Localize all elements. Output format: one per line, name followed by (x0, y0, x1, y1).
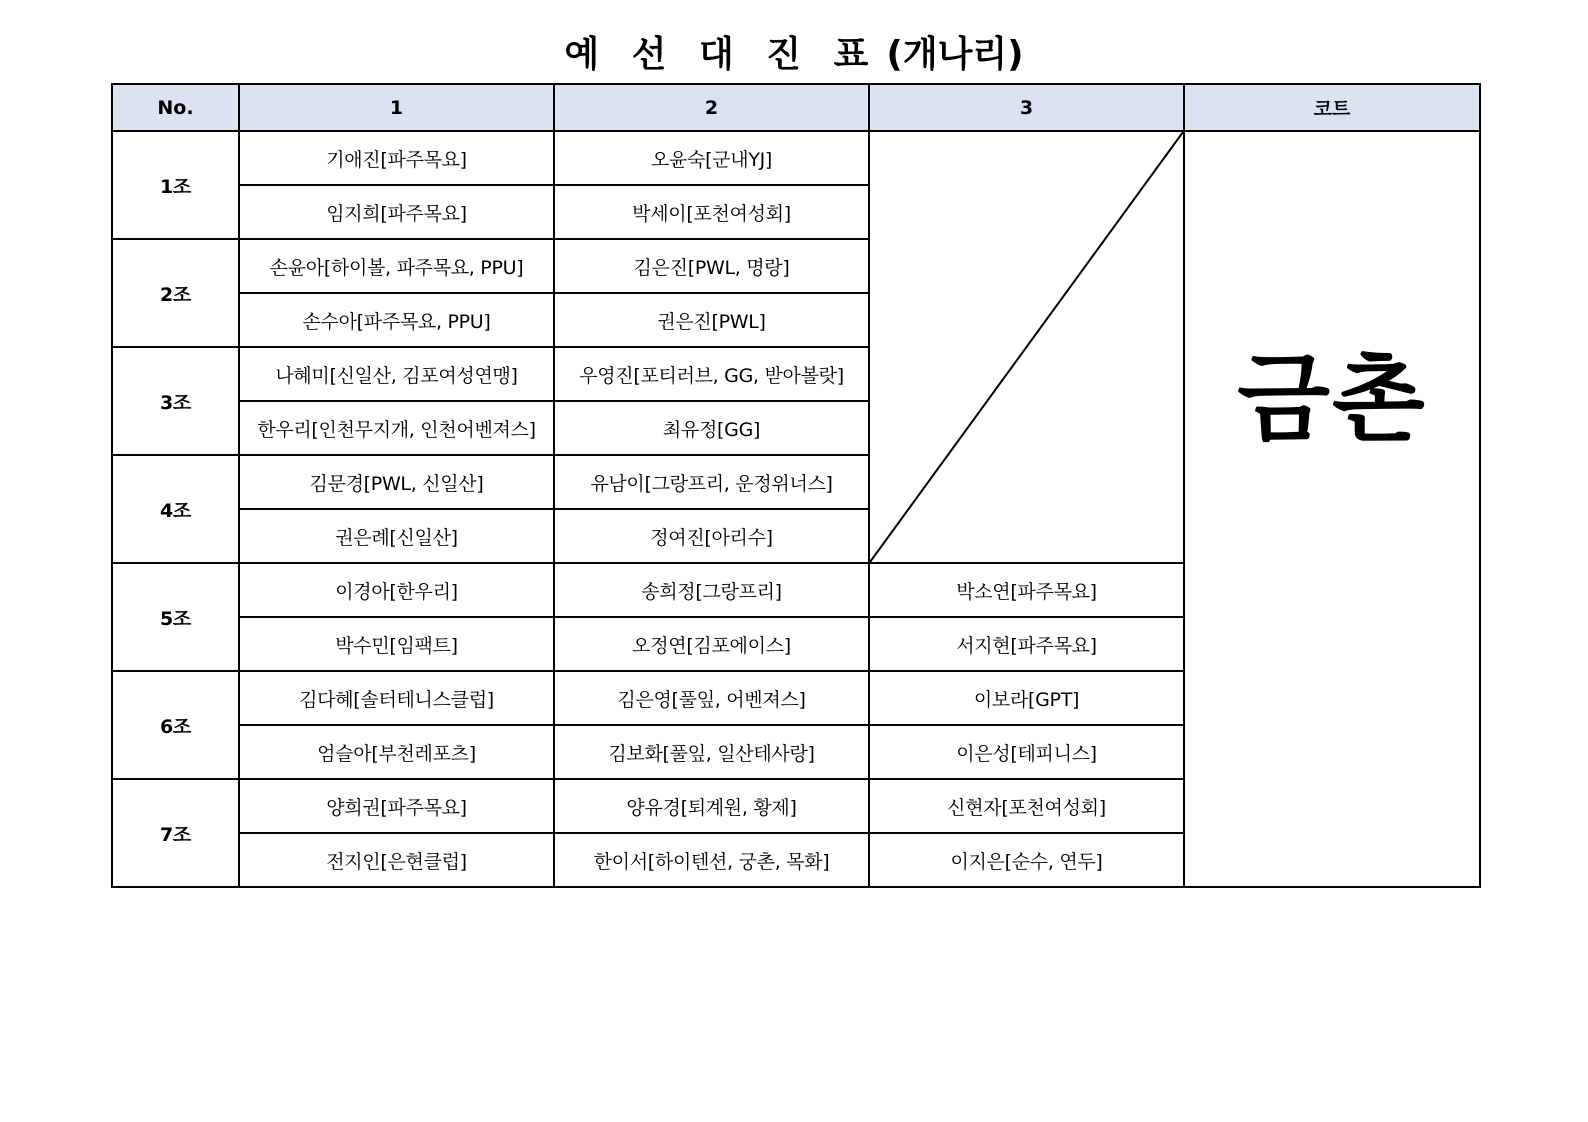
player-cell: 이은성[테피니스] (869, 725, 1184, 779)
player-cell: 오윤숙[군내YJ] (554, 131, 869, 185)
group-label-5: 5조 (112, 563, 239, 671)
player-cell: 김다혜[솔터테니스클럽] (239, 671, 554, 725)
player-cell: 임지희[파주목요] (239, 185, 554, 239)
player-cell: 김은영[풀잎, 어벤져스] (554, 671, 869, 725)
title-main: 예 선 대 진 표 (564, 34, 879, 75)
group-label-7: 7조 (112, 779, 239, 887)
empty-slot-diagonal (869, 131, 1184, 563)
bracket-table (111, 83, 1481, 888)
player-cell: 박세이[포천여성회] (554, 185, 869, 239)
player-cell: 이경아[한우리] (239, 563, 554, 617)
player-cell: 손윤아[하이볼, 파주목요, PPU] (239, 239, 554, 293)
group-label-6: 6조 (112, 671, 239, 779)
page-title (0, 30, 1588, 80)
player-cell: 유남이[그랑프리, 운정위너스] (554, 455, 869, 509)
player-cell: 김은진[PWL, 명랑] (554, 239, 869, 293)
player-cell: 기애진[파주목요] (239, 131, 554, 185)
player-cell: 김문경[PWL, 신일산] (239, 455, 554, 509)
player-cell: 서지현[파주목요] (869, 617, 1184, 671)
title-suffix: (개나리) (886, 34, 1024, 75)
diagonal-line (870, 132, 1183, 562)
header-col-3: 3 (869, 84, 1184, 131)
player-cell: 손수아[파주목요, PPU] (239, 293, 554, 347)
player-cell: 한우리[인천무지개, 인천어벤져스] (239, 401, 554, 455)
header-court: 코트 (1184, 84, 1480, 131)
header-row (112, 84, 1480, 131)
court-name: 금촌 (1237, 343, 1427, 455)
player-cell: 우영진[포티러브, GG, 받아볼랏] (554, 347, 869, 401)
player-cell: 한이서[하이텐션, 궁촌, 목화] (554, 833, 869, 887)
player-cell: 신현자[포천여성회] (869, 779, 1184, 833)
player-cell: 권은례[신일산] (239, 509, 554, 563)
player-cell: 오정연[김포에이스] (554, 617, 869, 671)
player-cell: 김보화[풀잎, 일산테사랑] (554, 725, 869, 779)
table-row (112, 131, 1480, 185)
player-cell: 최유정[GG] (554, 401, 869, 455)
player-cell: 박소연[파주목요] (869, 563, 1184, 617)
player-cell: 나혜미[신일산, 김포여성연맹] (239, 347, 554, 401)
player-cell: 양유경[퇴계원, 황제] (554, 779, 869, 833)
player-cell: 송희정[그랑프리] (554, 563, 869, 617)
player-cell: 엄슬아[부천레포츠] (239, 725, 554, 779)
header-col-2: 2 (554, 84, 869, 131)
player-cell: 권은진[PWL] (554, 293, 869, 347)
group-label-2: 2조 (112, 239, 239, 347)
header-col-1: 1 (239, 84, 554, 131)
player-cell: 이지은[순수, 연두] (869, 833, 1184, 887)
player-cell: 정여진[아리수] (554, 509, 869, 563)
player-cell: 전지인[은현클럽] (239, 833, 554, 887)
player-cell: 양희권[파주목요] (239, 779, 554, 833)
player-cell: 박수민[임팩트] (239, 617, 554, 671)
court-cell (1184, 131, 1480, 887)
player-cell: 이보라[GPT] (869, 671, 1184, 725)
group-label-4: 4조 (112, 455, 239, 563)
group-label-3: 3조 (112, 347, 239, 455)
group-label-1: 1조 (112, 131, 239, 239)
header-no: No. (112, 84, 239, 131)
